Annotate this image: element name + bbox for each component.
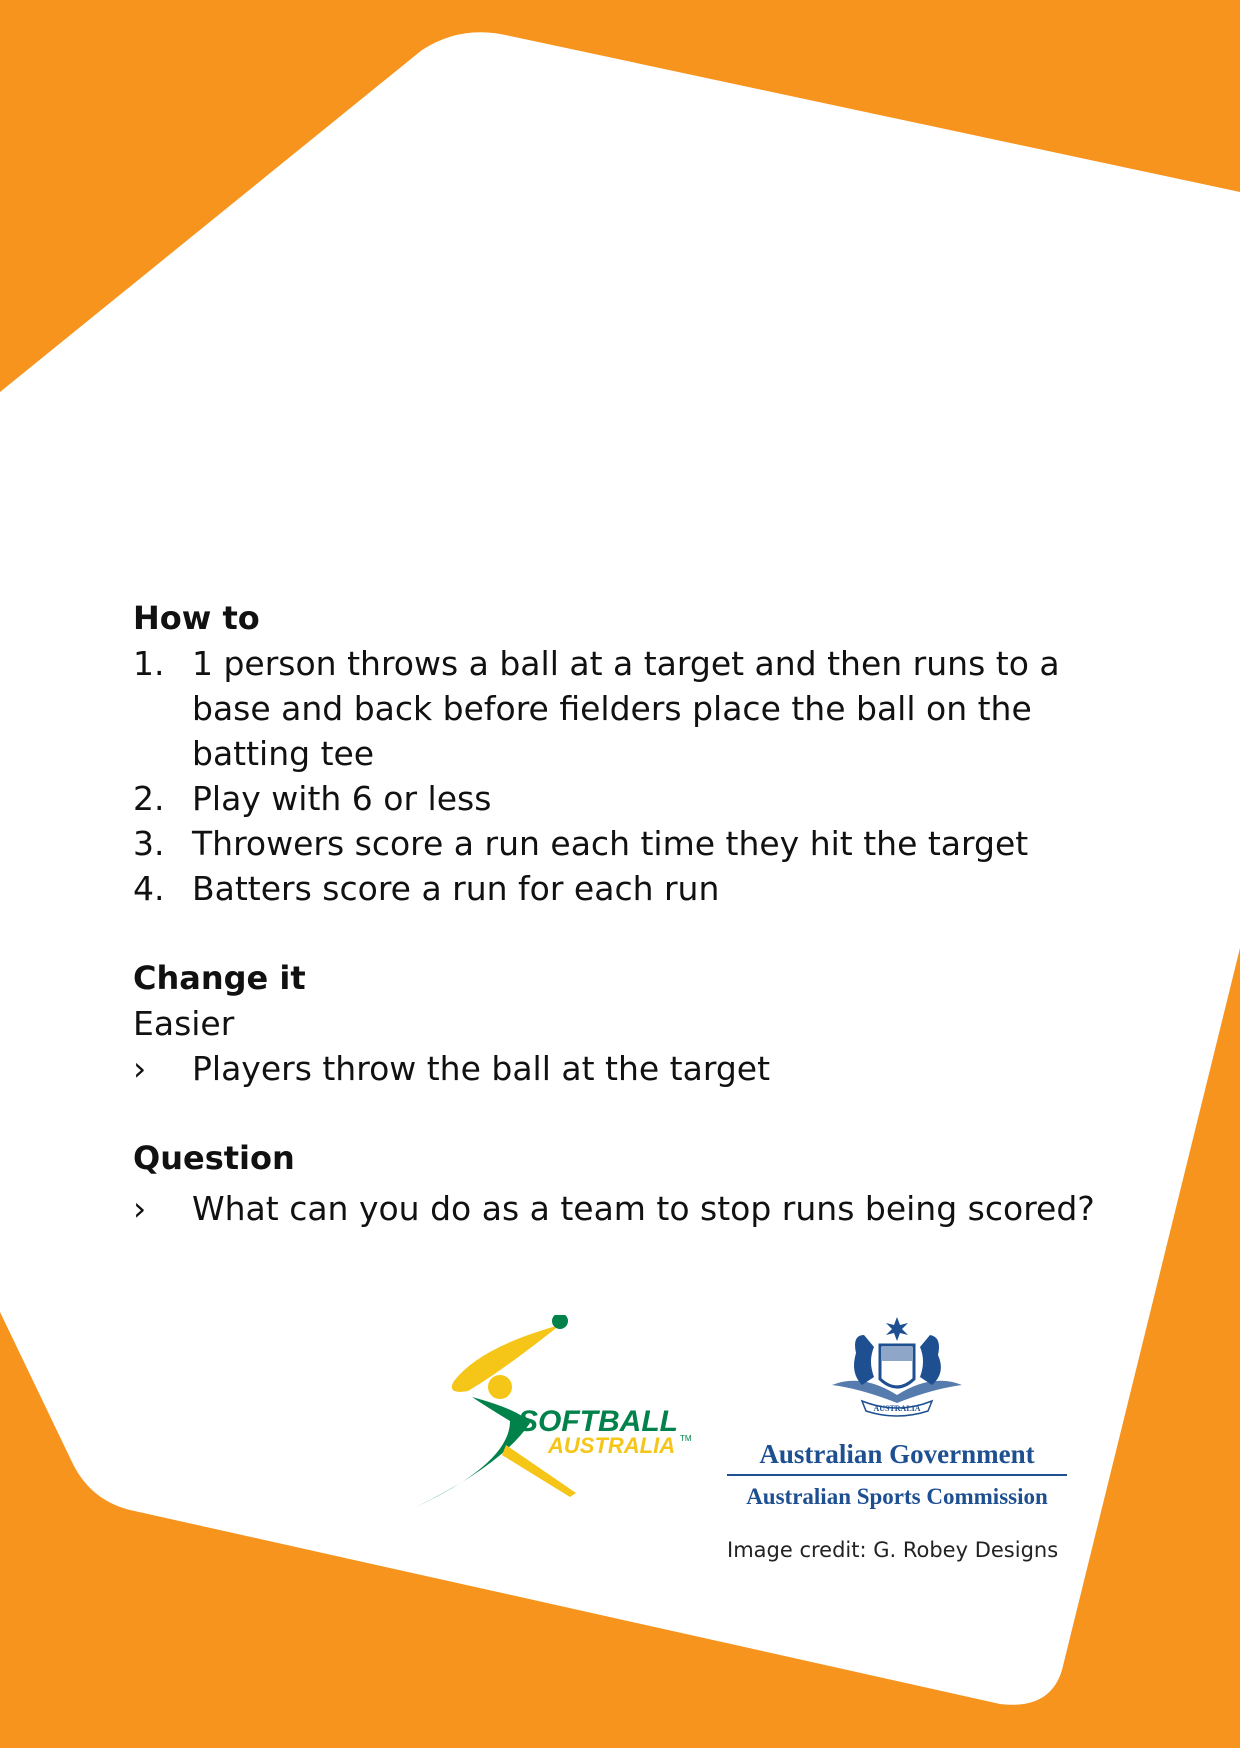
- agency-name: Australian Sports Commission: [746, 1484, 1048, 1509]
- activity-card-content: [133, 596, 1133, 1231]
- government-name: Australian Government: [759, 1439, 1035, 1469]
- change-it-item: [133, 1046, 1133, 1091]
- how-to-step: [133, 866, 1133, 911]
- australia-wordmark: AUSTRALIA: [548, 1433, 676, 1458]
- softball-wordmark: SOFTBALL: [518, 1405, 678, 1438]
- step-text: 1 person throws a ball at a target and then runs to a base and back before fielders place the ball on the batting tee: [192, 644, 1060, 773]
- how-to-step: [133, 776, 1133, 821]
- change-it-text: Players throw the ball at the target: [192, 1049, 771, 1088]
- how-to-heading: How to: [133, 599, 260, 637]
- bullet-chevron: ›: [133, 1049, 147, 1088]
- crest-band-text: AUSTRALIA: [873, 1404, 921, 1413]
- change-it-heading: Change it: [133, 959, 306, 997]
- divider: [727, 1474, 1067, 1476]
- step-text: Throwers score a run each time they hit the target: [192, 824, 1029, 863]
- easier-label: Easier: [133, 1004, 235, 1043]
- question-list: [133, 1186, 1133, 1231]
- change-it-list: [133, 1046, 1133, 1091]
- how-to-step: [133, 821, 1133, 866]
- question-text: What can you do as a team to stop runs being scored?: [192, 1189, 1095, 1228]
- step-number: 2.: [133, 779, 165, 818]
- image-credit: Image credit: G. Robey Designs: [727, 1538, 1059, 1562]
- how-to-list: [133, 641, 1133, 911]
- step-text: Batters score a run for each run: [192, 869, 720, 908]
- question-item: [133, 1186, 1133, 1231]
- step-number: 3.: [133, 824, 165, 863]
- softball-australia-logo: [410, 1315, 700, 1515]
- how-to-step: [133, 641, 1133, 776]
- step-number: 1.: [133, 644, 165, 683]
- australian-government-logo: [727, 1315, 1067, 1515]
- question-heading: Question: [133, 1139, 295, 1177]
- bullet-chevron: ›: [133, 1189, 147, 1228]
- trademark-mark: TM: [680, 1434, 692, 1443]
- step-number: 4.: [133, 869, 165, 908]
- step-text: Play with 6 or less: [192, 779, 492, 818]
- coat-of-arms-icon: [822, 1315, 972, 1427]
